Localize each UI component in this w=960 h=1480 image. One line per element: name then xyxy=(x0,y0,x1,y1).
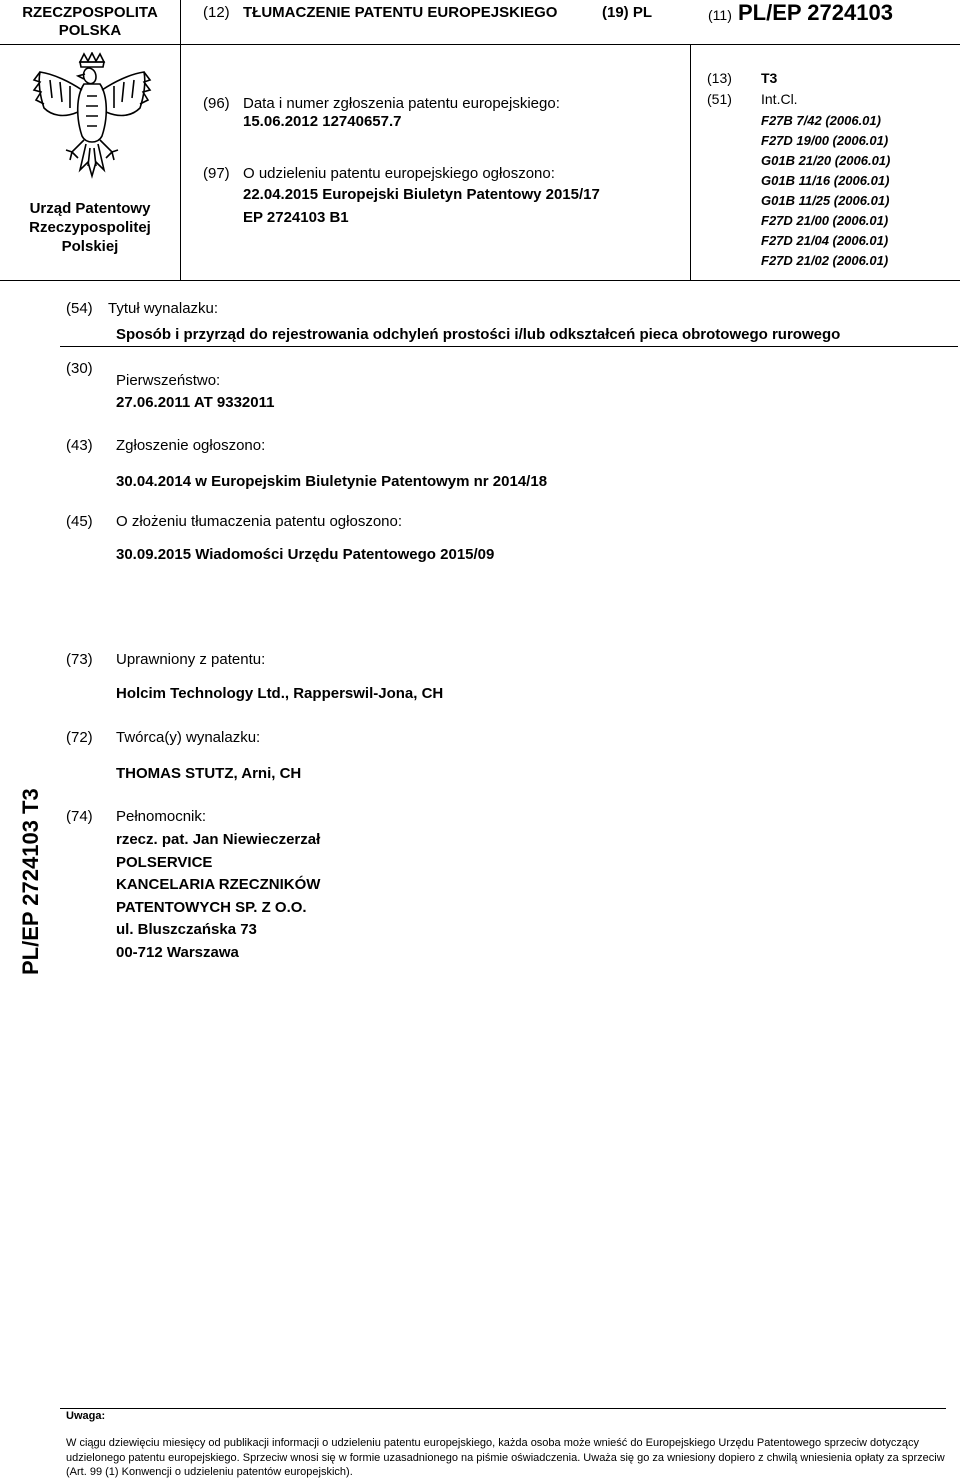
translation-label: O złożeniu tłumaczenia patentu ogłoszono: xyxy=(116,513,403,530)
office-line3: Polskiej xyxy=(61,238,119,255)
code-11: (11) xyxy=(708,7,732,23)
office-name xyxy=(10,199,170,256)
priority-label: Pierwszeństwo: xyxy=(116,372,221,389)
title-label: Tytuł wynalazku: xyxy=(108,300,219,317)
code-97: (97) xyxy=(203,165,230,182)
classification-item: G01B 11/25 (2006.01) xyxy=(761,193,890,208)
attorney-label: Pełnomocnik: xyxy=(116,808,207,825)
code-13: (13) xyxy=(707,70,732,86)
proprietor-name: Holcim Technology Ltd. xyxy=(116,685,285,702)
classification-list xyxy=(761,111,890,271)
section-rule-top xyxy=(0,280,960,281)
code-43: (43) xyxy=(66,437,93,454)
header-divider xyxy=(180,0,181,44)
kind-code: T3 xyxy=(761,70,778,86)
published-label: Zgłoszenie ogłoszono: xyxy=(116,437,266,454)
application-label: Data i numer zgłoszenia patentu europejskiego: xyxy=(243,95,560,112)
office-line1: Urząd Patentowy xyxy=(29,200,151,217)
title-rule xyxy=(60,346,958,347)
notice-heading: Uwaga: xyxy=(66,1410,106,1422)
polish-eagle-emblem-icon xyxy=(30,52,154,192)
office-line2: Rzeczypospolitej xyxy=(29,219,151,236)
proprietor-label: Uprawniony z patentu: xyxy=(116,651,266,668)
code-96: (96) xyxy=(203,95,230,112)
code-19: (19) PL xyxy=(602,4,653,21)
left-column-divider xyxy=(180,44,181,280)
classification-item: F27D 21/02 (2006.01) xyxy=(761,253,889,268)
classification-item: G01B 11/16 (2006.01) xyxy=(761,173,890,188)
code-74: (74) xyxy=(66,808,93,825)
classification-item: F27D 21/04 (2006.01) xyxy=(761,233,889,248)
grant-label: O udzieleniu patentu europejskiego ogłoszono: xyxy=(243,165,555,182)
classification-item: G01B 21/20 (2006.01) xyxy=(761,153,891,168)
invention-title: Sposób i przyrząd do rejestrowania odchyleń prostości i/lub odkształceń pieca obrotowego rurowego xyxy=(116,326,841,343)
attorney-line: 00-712 Warszawa xyxy=(116,943,239,961)
published-value: 30.04.2014 w Europejskim Biuletynie Patentowym nr 2014/18 xyxy=(116,473,548,490)
document-type: TŁUMACZENIE PATENTU EUROPEJSKIEGO xyxy=(243,4,558,21)
country-name xyxy=(10,4,170,40)
side-patent-label: PL/EP 2724103 T3 xyxy=(18,788,43,975)
country-line2: POLSKA xyxy=(58,22,122,39)
notice-text: W ciągu dziewięciu miesięcy od publikacji informacji o udzieleniu patentu europejskiego, każda osoba może wnieść do Europejskiego Urzędu Patentowego sprzeciw dotyczący udzielonego patentu europejskiego. Sprzeciw wnosi się w formie uzasadnionego na piśmie oświadczenia. Uważa się go za wniesiony dopiero z chwilą wniesienia opłaty za sprzeciw (Art. 99 (1) Konwencji o udzieleniu patentów europejskich). xyxy=(66,1437,945,1478)
code-54: (54) xyxy=(66,300,93,317)
notice-rule xyxy=(60,1408,946,1409)
code-45: (45) xyxy=(66,513,93,530)
header-rule xyxy=(0,44,960,45)
classification-item: F27B 7/42 (2006.01) xyxy=(761,113,881,128)
grant-number: EP 2724103 B1 xyxy=(243,209,349,226)
proprietor-location: , Rapperswil-Jona, CH xyxy=(284,685,444,702)
classification-item: F27D 19/00 (2006.01) xyxy=(761,133,889,148)
priority-value: 27.06.2011 AT 9332011 xyxy=(116,394,275,411)
attorney-line: rzecz. pat. Jan Niewieczerzał xyxy=(116,831,321,848)
classification-item: F27D 21/00 (2006.01) xyxy=(761,213,889,228)
code-30: (30) xyxy=(66,360,93,377)
translation-value: 30.09.2015 Wiadomości Urzędu Patentowego 2015/09 xyxy=(116,546,495,563)
grant-bulletin: 22.04.2015 Europejski Biuletyn Patentowy 2015/17 xyxy=(243,186,600,203)
inventor-label: Twórca(y) wynalazku: xyxy=(116,729,261,746)
right-column-divider xyxy=(690,44,691,280)
code-51: (51) xyxy=(707,91,732,107)
patent-number: PL/EP 2724103 xyxy=(738,0,893,25)
code-73: (73) xyxy=(66,651,93,668)
attorney-line: KANCELARIA RZECZNIKÓW xyxy=(116,876,321,893)
country-line1: RZECZPOSPOLITA xyxy=(22,4,158,21)
attorney-address xyxy=(116,829,320,964)
attorney-line: PATENTOWYCH SP. Z O.O. xyxy=(116,898,307,916)
application-value: 15.06.2012 12740657.7 xyxy=(243,113,402,130)
proprietor-value xyxy=(116,685,443,702)
attorney-line: POLSERVICE xyxy=(116,853,213,871)
code-72: (72) xyxy=(66,729,93,746)
code-12: (12) xyxy=(203,4,230,21)
attorney-line: ul. Bluszczańska 73 xyxy=(116,921,257,938)
intcl-label: Int.Cl. xyxy=(761,91,798,107)
inventor-value: THOMAS STUTZ, Arni, CH xyxy=(116,765,302,782)
